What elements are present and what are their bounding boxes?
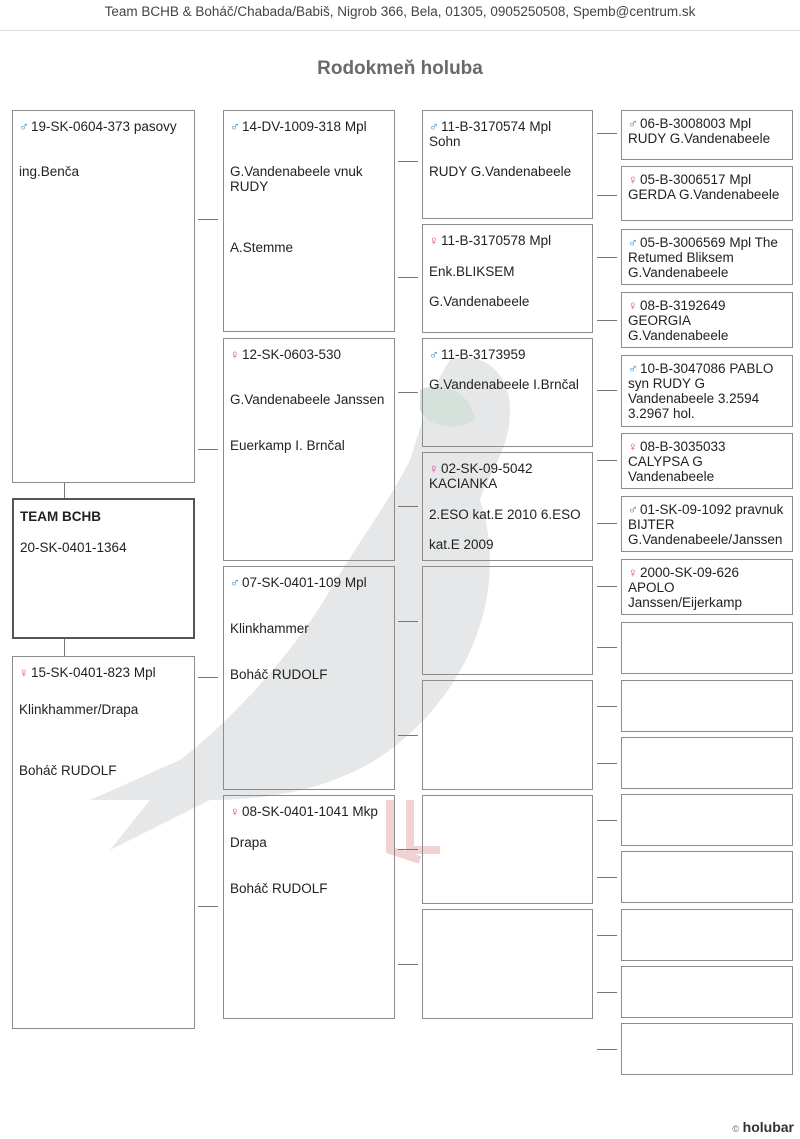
gen2-box-4[interactable] [223, 795, 395, 1019]
gen3-ring: 02-SK-09-5042 KACIANKA [429, 461, 533, 491]
gen3-box-7[interactable] [422, 795, 593, 904]
gen2-box-1[interactable] [223, 110, 395, 332]
connector-line [64, 639, 65, 656]
gen3-box-3[interactable] [422, 338, 593, 447]
dam-box[interactable] [12, 656, 195, 1029]
gen3-box-6[interactable] [422, 680, 593, 790]
holubar-logo: holubar [742, 1119, 794, 1135]
connector-line [198, 449, 218, 450]
gen4-text: 08-B-3192649 GEORGIA G.Vandenabeele [628, 298, 729, 343]
female-icon: ♀ [628, 439, 638, 454]
female-icon: ♀ [230, 347, 240, 362]
gen2-ring: 08-SK-0401-1041 Mkp [242, 804, 378, 819]
gen3-box-5[interactable] [422, 566, 593, 675]
main-pigeon-name: TEAM BCHB [20, 509, 101, 524]
gen2-line2: A.Stemme [230, 240, 294, 255]
gen4-text: 05-B-3006517 Mpl GERDA G.Vandenabeele [628, 172, 780, 202]
gen4-box-14[interactable] [621, 909, 793, 961]
connector-line [398, 621, 418, 622]
dam-ring: 15-SK-0401-823 Mpl [31, 665, 156, 680]
connector-line [597, 257, 617, 258]
female-icon: ♀ [429, 461, 439, 476]
connector-line [597, 460, 617, 461]
gen3-box-4[interactable] [422, 452, 593, 561]
female-icon: ♀ [628, 172, 638, 187]
gen4-text: 05-B-3006569 Mpl The Retumed Bliksem G.Vandenabeele [628, 235, 778, 280]
gen4-box-12[interactable] [621, 794, 793, 846]
gen4-box-15[interactable] [621, 966, 793, 1018]
male-icon: ♂ [429, 347, 439, 362]
gen3-line1: G.Vandenabeele I.Brnčal [429, 377, 579, 392]
connector-line [398, 392, 418, 393]
connector-line [597, 195, 617, 196]
connector-line [597, 820, 617, 821]
gen4-box-4[interactable] [621, 292, 793, 348]
connector-line [64, 483, 65, 498]
gen3-line1: Enk.BLIKSEM [429, 264, 515, 279]
gen4-box-6[interactable] [621, 433, 793, 489]
female-icon: ♀ [628, 298, 638, 313]
gen2-ring: 14-DV-1009-318 Mpl [242, 119, 367, 134]
connector-line [398, 849, 418, 850]
gen2-line1: G.Vandenabeele Janssen [230, 392, 385, 407]
connector-line [398, 964, 418, 965]
gen2-box-2[interactable] [223, 338, 395, 561]
gen4-text: 01-SK-09-1092 pravnuk BIJTER G.Vandenabeele/Janssen [628, 502, 784, 547]
male-icon: ♂ [628, 235, 638, 250]
gen4-box-9[interactable] [621, 622, 793, 674]
connector-line [597, 706, 617, 707]
page-header: Team BCHB & Boháč/Chabada/Babiš, Nigrob 366, Bela, 01305, 0905250508, Spemb@centrum.sk [0, 0, 800, 31]
gen4-text: 06-B-3008003 Mpl RUDY G.Vandenabeele [628, 116, 771, 146]
connector-line [398, 161, 418, 162]
gen4-box-7[interactable] [621, 496, 793, 552]
gen4-text: 08-B-3035033 CALYPSA G Vandenabeele [628, 439, 726, 484]
gen2-line1: Klinkhammer [230, 621, 309, 636]
connector-line [198, 906, 218, 907]
copyright-text: © [732, 1124, 740, 1134]
connector-line [198, 677, 218, 678]
connector-line [597, 586, 617, 587]
female-icon: ♀ [429, 233, 439, 248]
gen4-box-10[interactable] [621, 680, 793, 732]
connector-line [597, 133, 617, 134]
male-icon: ♂ [628, 502, 638, 517]
main-pigeon-ring: 20-SK-0401-1364 [20, 540, 127, 555]
male-icon: ♂ [230, 119, 240, 134]
connector-line [597, 935, 617, 936]
gen4-box-5[interactable] [621, 355, 793, 427]
gen4-box-11[interactable] [621, 737, 793, 789]
male-icon: ♂ [628, 361, 638, 376]
gen3-box-2[interactable] [422, 224, 593, 333]
gen2-box-3[interactable] [223, 566, 395, 790]
gen3-box-8[interactable] [422, 909, 593, 1019]
gen4-box-16[interactable] [621, 1023, 793, 1075]
gen4-box-3[interactable] [621, 229, 793, 285]
sire-ring: 19-SK-0604-373 pasovy [31, 119, 177, 134]
sire-line1: ing.Benča [19, 164, 80, 179]
female-icon: ♀ [628, 565, 638, 580]
gen3-ring: 11-B-3170574 Mpl Sohn [429, 119, 552, 149]
connector-line [597, 763, 617, 764]
connector-line [398, 277, 418, 278]
gen2-ring: 07-SK-0401-109 Mpl [242, 575, 367, 590]
connector-line [597, 992, 617, 993]
gen2-line2: Boháč RUDOLF [230, 667, 328, 682]
connector-line [597, 320, 617, 321]
dam-line1: Klinkhammer/Drapa [19, 702, 139, 717]
connector-line [597, 390, 617, 391]
gen4-text: 10-B-3047086 PABLO syn RUDY G Vandenabeele 3.2594 3.2967 hol. [628, 361, 774, 421]
gen4-box-2[interactable] [621, 166, 793, 221]
footer-brand[interactable] [732, 1119, 794, 1135]
gen2-line1: G.Vandenabeele vnuk RUDY [230, 164, 363, 194]
connector-line [597, 1049, 617, 1050]
male-icon: ♂ [230, 575, 240, 590]
male-icon: ♂ [19, 119, 29, 134]
male-icon: ♂ [628, 116, 638, 131]
gen3-line2: G.Vandenabeele [429, 294, 530, 309]
connector-line [597, 647, 617, 648]
gen3-box-1[interactable] [422, 110, 593, 219]
gen4-box-8[interactable] [621, 559, 793, 615]
gen3-ring: 11-B-3173959 [441, 347, 526, 362]
gen2-line2: Euerkamp I. Brnčal [230, 438, 345, 453]
gen4-box-13[interactable] [621, 851, 793, 903]
gen3-line1: 2.ESO kat.E 2010 6.ESO [429, 507, 581, 522]
connector-line [398, 735, 418, 736]
male-icon: ♂ [429, 119, 439, 134]
female-icon: ♀ [19, 665, 29, 680]
sire-box[interactable] [12, 110, 195, 483]
main-pigeon-box[interactable] [12, 498, 195, 639]
gen4-text: 2000-SK-09-626 APOLO Janssen/Eijerkamp [628, 565, 743, 610]
connector-line [198, 219, 218, 220]
gen2-line1: Drapa [230, 835, 267, 850]
connector-line [597, 877, 617, 878]
page-title: Rodokmeň holuba [317, 58, 483, 79]
connector-line [398, 506, 418, 507]
gen3-ring: 11-B-3170578 Mpl [441, 233, 552, 248]
gen3-line2: kat.E 2009 [429, 537, 494, 552]
dam-line2: Boháč RUDOLF [19, 763, 117, 778]
connector-line [597, 523, 617, 524]
gen2-line2: Boháč RUDOLF [230, 881, 328, 896]
gen4-box-1[interactable] [621, 110, 793, 160]
female-icon: ♀ [230, 804, 240, 819]
gen2-ring: 12-SK-0603-530 [242, 347, 342, 362]
gen3-line1: RUDY G.Vandenabeele [429, 164, 572, 179]
